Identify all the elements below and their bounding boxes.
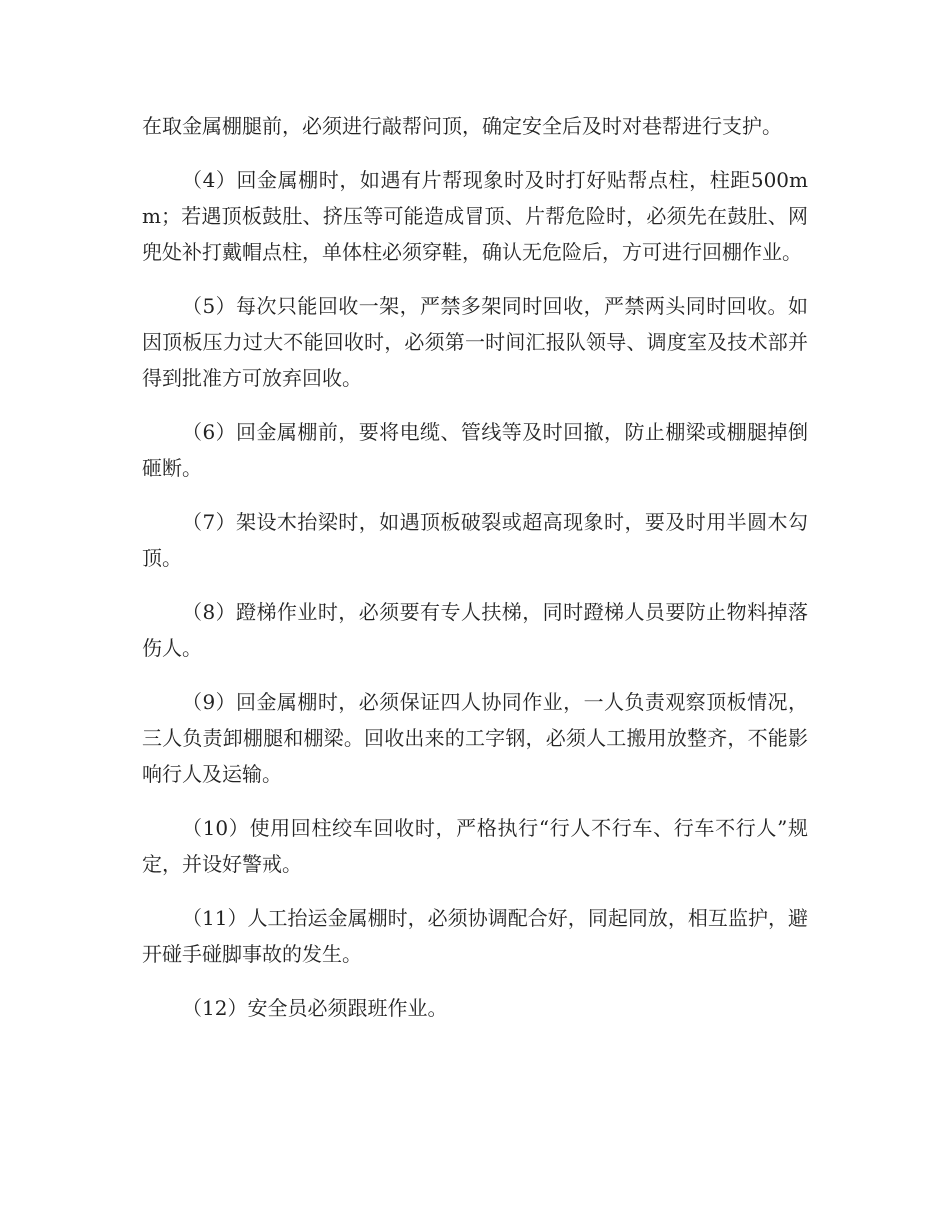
document-body: [142, 108, 808, 1044]
paragraph-item-9: （9）回金属棚时，必须保证四人协同作业，一人负责观察顶板情况，三人负责卸棚腿和棚梁。回收出来的工字钢，必须人工搬用放整齐，不能影响行人及运输。: [142, 690, 808, 786]
paragraph-item-6: （6）回金属棚前，要将电缆、管线等及时回撤，防止棚梁或棚腿掉倒砸断。: [142, 420, 808, 480]
paragraph-item-8: （8）蹬梯作业时，必须要有专人扶梯，同时蹬梯人员要防止物料掉落伤人。: [142, 600, 808, 660]
paragraph-item-5: （5）每次只能回收一架，严禁多架同时回收，严禁两头同时回收。如因顶板压力过大不能回收时，必须第一时间汇报队领导、调度室及技术部并得到批准方可放弃回收。: [142, 294, 808, 390]
paragraph-item-7: （7）架设木抬梁时，如遇顶板破裂或超高现象时，要及时用半圆木勾顶。: [142, 510, 808, 570]
paragraph-item-11: （11）人工抬运金属棚时，必须协调配合好，同起同放，相互监护，避开碰手碰脚事故的发生。: [142, 906, 808, 966]
paragraph-item-10: （10）使用回柱绞车回收时，严格执行“行人不行车、行车不行人”规定，并设好警戒。: [142, 816, 808, 876]
paragraph-continuation: 在取金属棚腿前，必须进行敲帮问顶，确定安全后及时对巷帮进行支护。: [142, 114, 782, 138]
paragraph-item-4: （4）回金属棚时，如遇有片帮现象时及时打好贴帮点柱，柱距500mm；若遇顶板鼓肚、挤压等可能造成冒顶、片帮危险时，必须先在鼓肚、网兜处补打戴帽点柱，单体柱必须穿鞋，确认无危险后，方可进行回棚作业。: [142, 168, 808, 264]
paragraph-item-12: （12）安全员必须跟班作业。: [182, 996, 448, 1020]
